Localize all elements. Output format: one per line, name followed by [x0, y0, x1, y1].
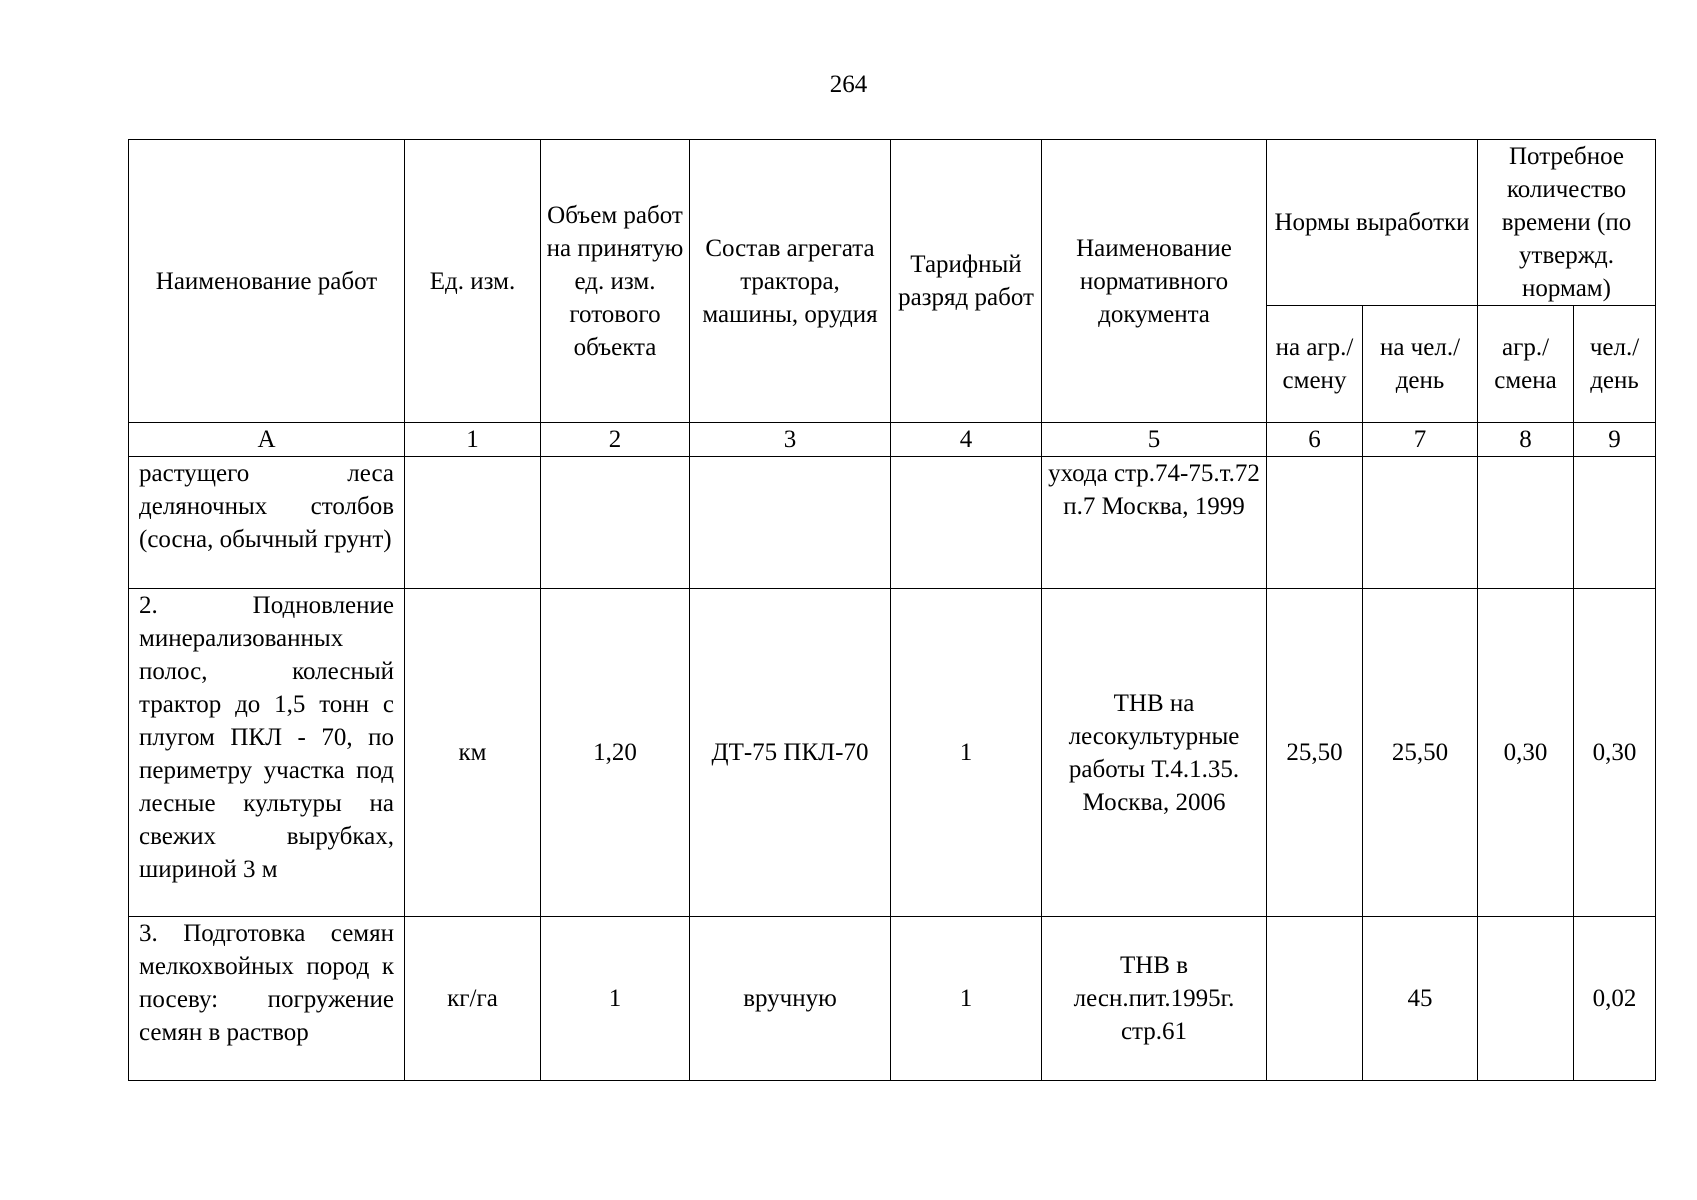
column-number: А — [129, 423, 405, 457]
header-norm-document: Наименование нормативного документа — [1042, 140, 1267, 423]
header-norms-per-unit-shift: на агр./ смену — [1267, 306, 1363, 423]
unit-cell — [405, 457, 541, 589]
column-number: 4 — [891, 423, 1042, 457]
header-time-needed: Потребное количество времени (по утвержд. нормам) — [1478, 140, 1656, 306]
norm-agr-cell: 25,50 — [1267, 589, 1363, 917]
document-cell: ТНВ в лесн.пит.1995г. стр.61 — [1042, 917, 1267, 1081]
norm-man-cell: 25,50 — [1363, 589, 1478, 917]
time-man-cell: 0,30 — [1574, 589, 1656, 917]
header-volume: Объем работ на принятую ед. изм. готового объекта — [541, 140, 690, 423]
composition-cell — [690, 457, 891, 589]
composition-cell: вручную — [690, 917, 891, 1081]
document-cell: ТНВ на лесокультурные работы Т.4.1.35. Москва, 2006 — [1042, 589, 1267, 917]
table-row — [129, 589, 1656, 917]
column-number: 8 — [1478, 423, 1574, 457]
work-norms-table — [128, 139, 1656, 1081]
tariff-cell: 1 — [891, 917, 1042, 1081]
header-tariff: Тарифный разряд работ — [891, 140, 1042, 423]
time-man-cell: 0,02 — [1574, 917, 1656, 1081]
column-number: 6 — [1267, 423, 1363, 457]
page-number: 264 — [829, 71, 868, 98]
column-number-row — [129, 423, 1656, 457]
header-unit: Ед. изм. — [405, 140, 541, 423]
column-number: 5 — [1042, 423, 1267, 457]
unit-cell: км — [405, 589, 541, 917]
time-man-cell — [1574, 457, 1656, 589]
column-number: 2 — [541, 423, 690, 457]
column-number: 3 — [690, 423, 891, 457]
norm-agr-cell — [1267, 457, 1363, 589]
table-row — [129, 457, 1656, 589]
norm-man-cell — [1363, 457, 1478, 589]
unit-cell: кг/га — [405, 917, 541, 1081]
column-number: 1 — [405, 423, 541, 457]
header-production-norms: Нормы выработки — [1267, 140, 1478, 306]
volume-cell: 1,20 — [541, 589, 690, 917]
norm-agr-cell — [1267, 917, 1363, 1081]
tariff-cell — [891, 457, 1042, 589]
column-number: 7 — [1363, 423, 1478, 457]
column-number: 9 — [1574, 423, 1656, 457]
work-name-cell: 2. Подновление минерализованных полос, колесный трактор до 1,5 тонн с плугом ПКЛ - 70, по периметру участка под лесные культуры на свежих вырубках, шириной 3 м — [129, 589, 405, 917]
work-name-cell: растущего леса деляночных столбов (сосна, обычный грунт) — [129, 457, 405, 589]
header-time-man-day: чел./ день — [1574, 306, 1656, 423]
header-work-name: Наименование работ — [129, 140, 405, 423]
volume-cell — [541, 457, 690, 589]
work-name-cell: 3. Подготовка семян мелкохвойных пород к посеву: погружение семян в раствор — [129, 917, 405, 1081]
header-row — [129, 140, 1656, 306]
volume-cell: 1 — [541, 917, 690, 1081]
header-norms-per-man-day: на чел./ день — [1363, 306, 1478, 423]
tariff-cell: 1 — [891, 589, 1042, 917]
document-cell: ухода стр.74-75.т.72 п.7 Москва, 1999 — [1042, 457, 1267, 589]
norm-man-cell: 45 — [1363, 917, 1478, 1081]
table-row — [129, 917, 1656, 1081]
time-agr-cell: 0,30 — [1478, 589, 1574, 917]
header-unit-composition: Состав агрегата трактора, машины, орудия — [690, 140, 891, 423]
time-agr-cell — [1478, 917, 1574, 1081]
time-agr-cell — [1478, 457, 1574, 589]
composition-cell: ДТ-75 ПКЛ-70 — [690, 589, 891, 917]
header-time-unit-shift: агр./ смена — [1478, 306, 1574, 423]
